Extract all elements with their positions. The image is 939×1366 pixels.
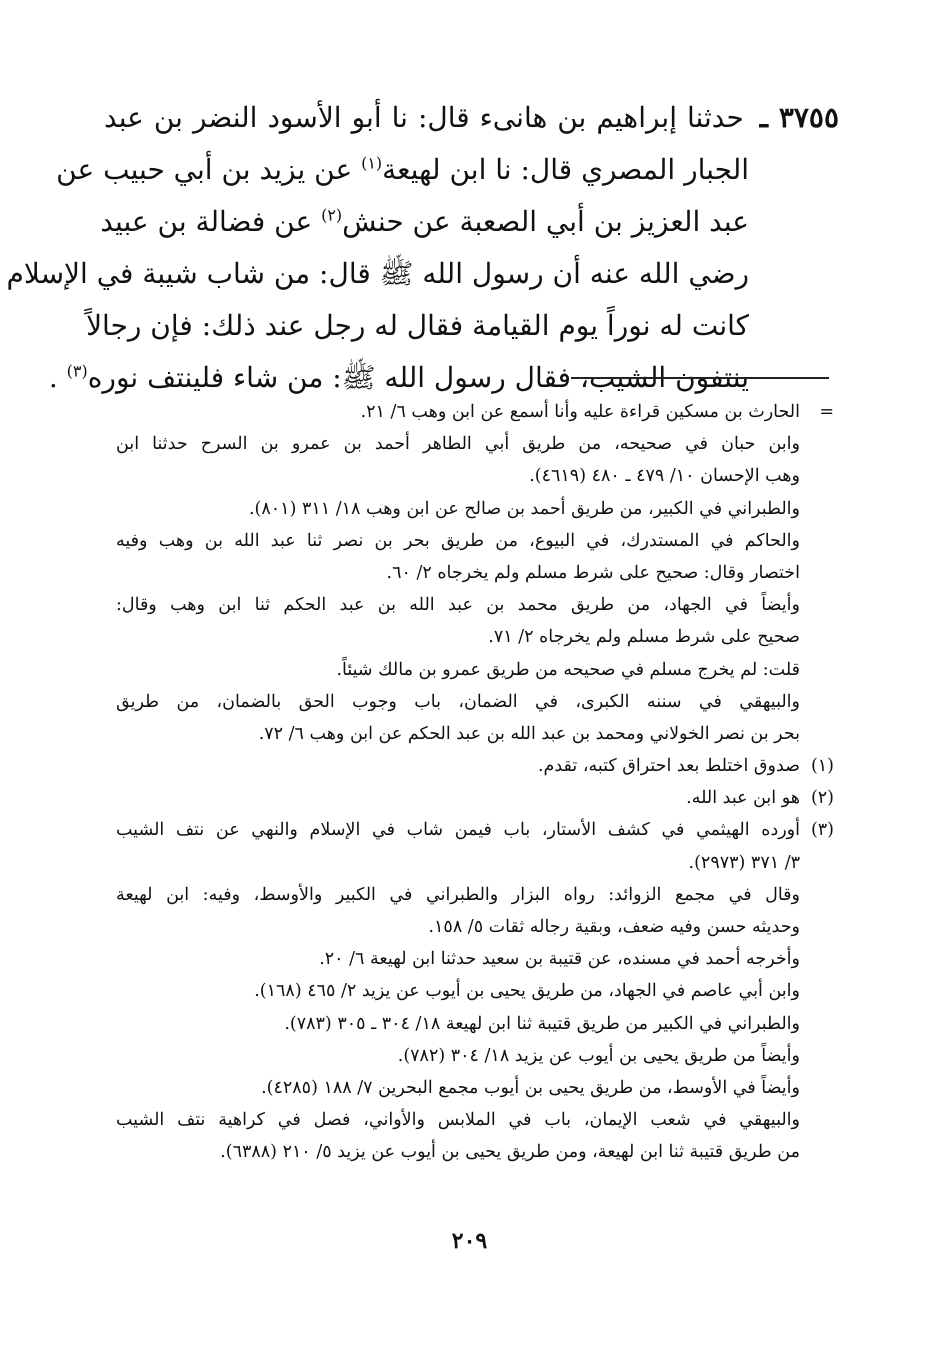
footnote-line: والحاكم في المستدرك، في البيوع، من طريق بحر بن نصر ثنا عبد الله بن وهب وفيه [116,530,800,551]
footnote-line: وقال في مجمع الزوائد: رواه البزار والطبراني في الكبير والأوسط، وفيه: ابن لهيعة [116,884,800,905]
footnote-ref: (٣) [66,361,88,381]
footnote-line: وأخرجه أحمد في مسنده، عن قتيبة بن سعيد حدثنا ابن لهيعة ٦/ ٢٠. [319,949,800,970]
footnote-line: وهب الإحسان ١٠/ ٤٧٩ ـ ٤٨٠ (٤٦١٩). [529,466,800,487]
footnote-line: صحيح على شرط مسلم ولم يخرجاه ٢/ ٧١. [488,627,800,648]
footnote-line: وأيضاً في الجهاد، من طريق محمد بن عبد الله بن عبد الحكم ثنا ابن وهب وقال: [116,595,800,616]
footnote-line: ٣/ ٣٧١ (٢٩٧٣). [688,852,800,873]
footnote-separator [571,377,829,379]
footnote-line: والطبراني في الكبير من طريق قتيبة ثنا ابن لهيعة ١٨/ ٣٠٤ ـ ٣٠٥ (٧٨٣). [284,1013,800,1034]
footnote-line: الحارث بن مسكين قراءة عليه وأنا أسمع عن ابن وهب ٦/ ٢١. [360,402,800,422]
hadith-line: ينتفون الشيب، فقال رسول الله ﷺ: من شاء فلينتف نوره$^{(٣)}$ . [48,361,749,394]
footnote-marker: (٣) [810,820,834,841]
continuation-marker: = [819,402,834,422]
footnote-line: والطبراني في الكبير، من طريق أحمد بن صالح عن ابن وهب ١٨/ ٣١١ (٨٠١). [248,498,800,519]
footnote-line: صدوق اختلط بعد احتراق كتبه، تقدم. [537,756,800,777]
hadith-line: عبد العزيز بن أبي الصعبة عن حنش$^{(٢)}$ عن فضالة بن عبيد [100,205,749,238]
footnote-line: اختصار وقال: صحيح على شرط مسلم ولم يخرجاه ٢/ ٦٠. [386,562,800,583]
footnote-line: قلت: لم يخرج مسلم في صحيحه من طريق عمرو بن مالك شيئاً. [336,659,800,680]
hadith-number: ٣٧٥٥ ـ [759,101,839,134]
page-number: ٢٠٩ [451,1228,488,1254]
footnote-line: وأيضاً من طريق يحيى بن أيوب عن يزيد ١٨/ ٣٠٤ (٧٨٢). [397,1045,800,1066]
hadith-line: كانت له نوراً يوم القيامة فقال له رجل عند ذلك: فإن رجالاً [86,309,749,342]
hadith-line: ٣٧٥٥ ـ حدثنا إبراهيم بن هانىء قال: نا أبو الأسود النضر بن عبد [104,101,839,134]
footnote-3 [116,814,834,1168]
hadith-line: رضي الله عنه أن رسول الله ﷺ قال: من شاب شيبة في الإسلام [6,257,749,290]
footnote-2 [116,782,834,814]
footnote-line: بحر بن نصر الخولاني ومحمد بن عبد الله بن عبد الحكم عن ابن وهب ٦/ ٧٢. [258,723,800,744]
footnote-line: من طريق قتيبة ثنا ابن لهيعة، ومن طريق يحيى بن أيوب عن يزيد ٥/ ٢١٠ (٦٣٨٨). [220,1142,800,1163]
footnote-line: وابن أبي عاصم في الجهاد، من طريق يحيى بن أيوب عن يزيد ٢/ ٤٦٥ (١٦٨). [254,981,800,1002]
footnote-line: هو ابن عبد الله. [686,788,800,809]
footnote-line: وحديثه حسن وفيه ضعف، وبقية رجاله ثقات ٥/ ١٥٨. [428,917,800,937]
footnotes-section [116,396,834,1169]
footnote-ref: (١) [361,153,383,173]
footnote-line: والبيهقي في شعب الإيمان، باب في الملابس والأواني، فصل في كراهية نتف الشيب [116,1110,800,1131]
footnote-marker: (١) [810,756,834,777]
hadith-line: الجبار المصري قال: نا ابن لهيعة$^{(١)}$ عن يزيد بن أبي حبيب عن [56,153,749,186]
footnote-marker: (٢) [810,788,834,809]
footnote-continuation [116,396,834,750]
footnote-line: وابن حبان في صحيحه، من طريق أبي الطاهر أحمد بن عمرو بن السرح حدثنا ابن [116,434,800,455]
footnote-line: وأيضاً في الأوسط، من طريق يحيى بن أيوب مجمع البحرين ٧/ ١٨٨ (٤٢٨٥). [261,1077,800,1098]
footnote-1 [116,750,834,782]
footnote-line: والبيهقي في سننه الكبرى، في الضمان، باب وجوب الحق بالضمان، من طريق [116,691,800,712]
footnote-ref: (٢) [321,205,343,225]
footnote-line: أورده الهيثمي في كشف الأستار، باب فيمن شاب في الإسلام والنهي عن نتف الشيب [116,820,800,841]
hadith-text [6,92,839,404]
